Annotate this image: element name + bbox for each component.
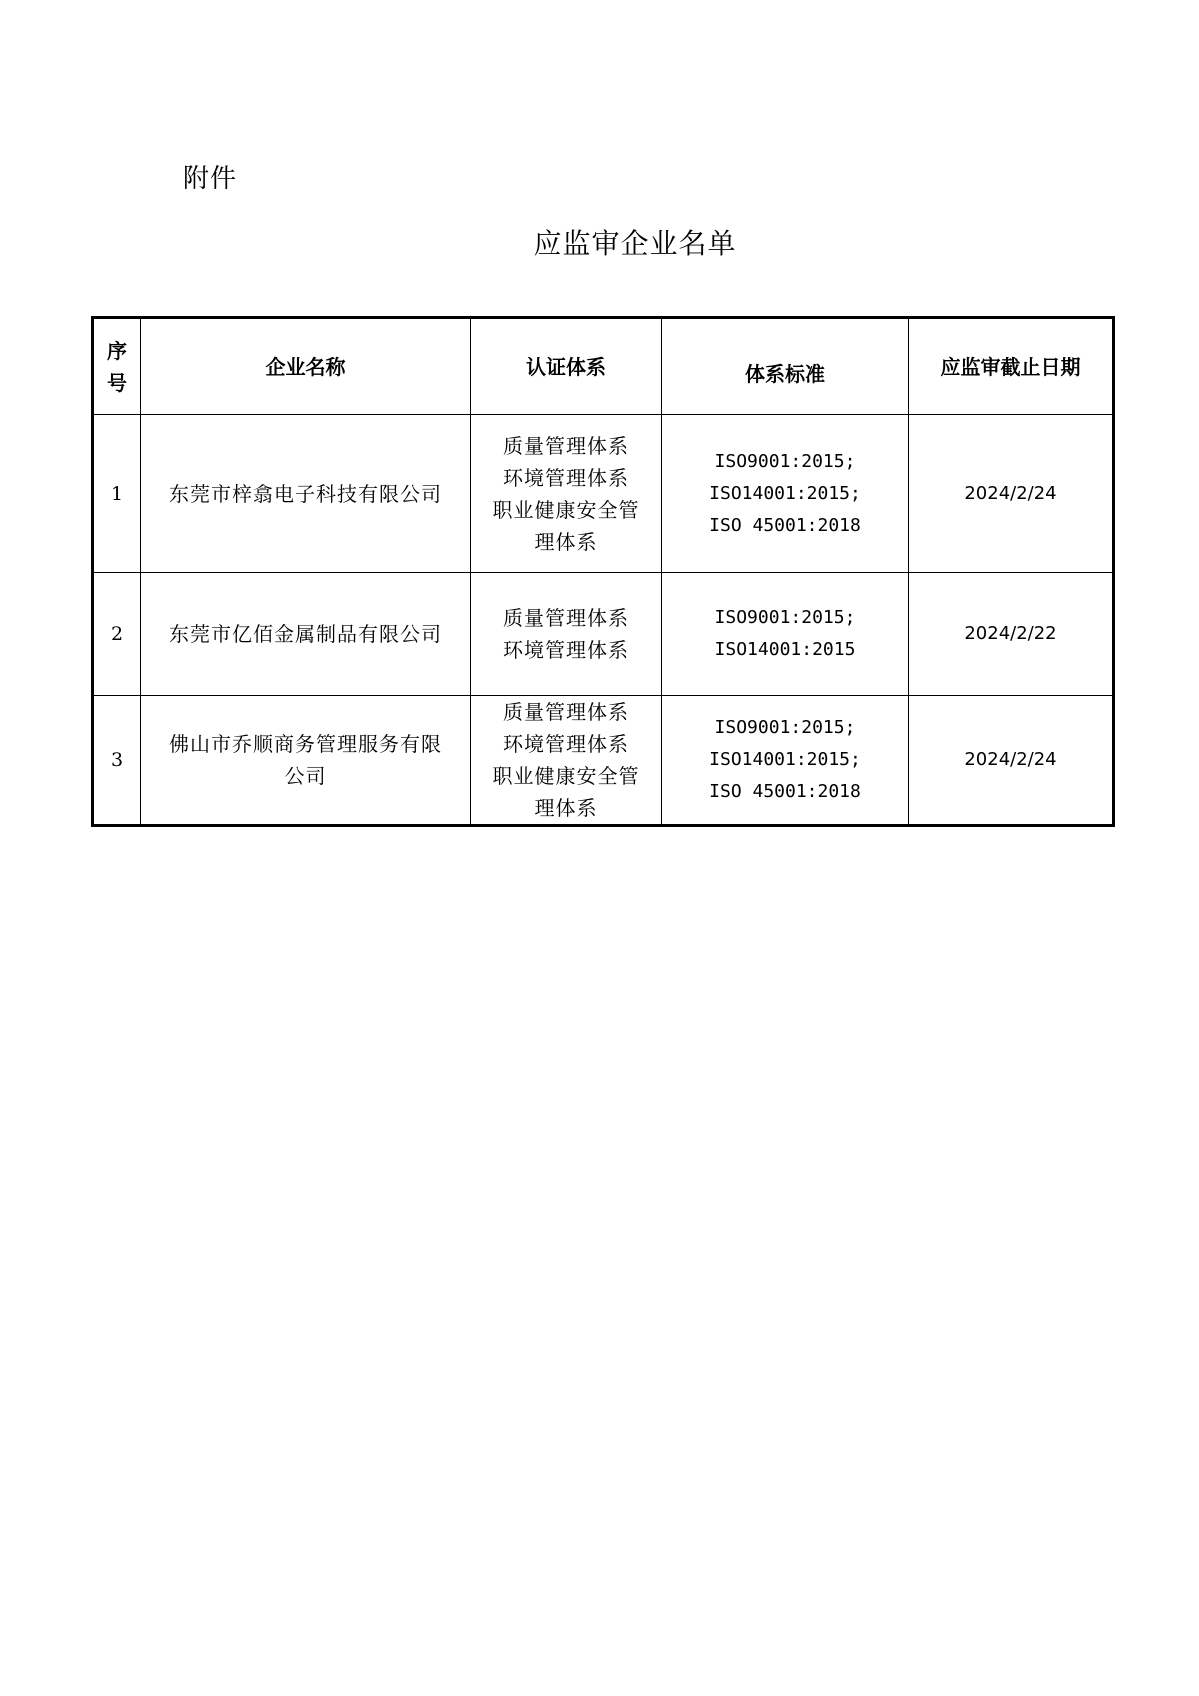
standard-line: ISO 45001:2018 [709,781,861,802]
system-line: 质量管理体系 [503,433,629,458]
header-seq-line1: 序 [107,338,127,363]
header-seq-line2: 号 [107,370,127,395]
standard-line: ISO14001:2015; [709,749,861,770]
standard-line: ISO 45001:2018 [709,514,861,536]
row-deadline: 2024/2/24 [909,415,1114,573]
table-row [93,415,1114,573]
table-row [93,696,1114,826]
row-standards [662,573,909,696]
attachment-label: 附件 [183,164,238,194]
system-line: 理体系 [534,796,598,820]
company-name-line: 公司 [284,764,327,788]
system-line: 环境管理体系 [503,465,629,490]
header-standard: 体系标准 [662,318,909,415]
company-name-line: 佛山市乔顺商务管理服务有限 [169,732,442,756]
header-system: 认证体系 [471,318,662,415]
system-line: 环境管理体系 [503,638,629,662]
system-line: 质量管理体系 [503,606,629,630]
standard-line: ISO9001:2015; [714,450,856,472]
row-company [141,573,471,696]
row-standards [662,415,909,573]
row-systems [471,415,662,573]
table-row [93,573,1114,696]
row-deadline: 2024/2/24 [909,696,1114,826]
document-title: 应监审企业名单 [533,227,737,260]
standard-line: ISO9001:2015; [714,717,856,738]
standard-line: ISO9001:2015; [714,607,856,628]
header-company: 企业名称 [141,318,471,415]
row-company [141,696,471,826]
row-seq: 1 [93,415,141,573]
system-line: 职业健康安全管 [492,497,640,522]
standard-line: ISO14001:2015; [709,482,861,504]
system-line: 职业健康安全管 [492,764,640,788]
row-deadline: 2024/2/22 [909,573,1114,696]
system-line: 质量管理体系 [503,700,629,724]
header-seq [93,318,141,415]
row-seq: 2 [93,573,141,696]
row-standards [662,696,909,826]
row-company [141,415,471,573]
standard-line: ISO14001:2015 [714,639,856,660]
row-systems [471,573,662,696]
row-systems [471,696,662,826]
system-line: 理体系 [534,529,598,554]
system-line: 环境管理体系 [503,732,629,756]
header-deadline: 应监审截止日期 [909,318,1114,415]
company-name-line: 东莞市亿佰金属制品有限公司 [169,622,442,646]
row-seq: 3 [93,696,141,826]
audit-enterprise-table [91,316,1115,827]
company-name-line: 东莞市梓翕电子科技有限公司 [169,481,442,506]
table-header-row [93,318,1114,415]
